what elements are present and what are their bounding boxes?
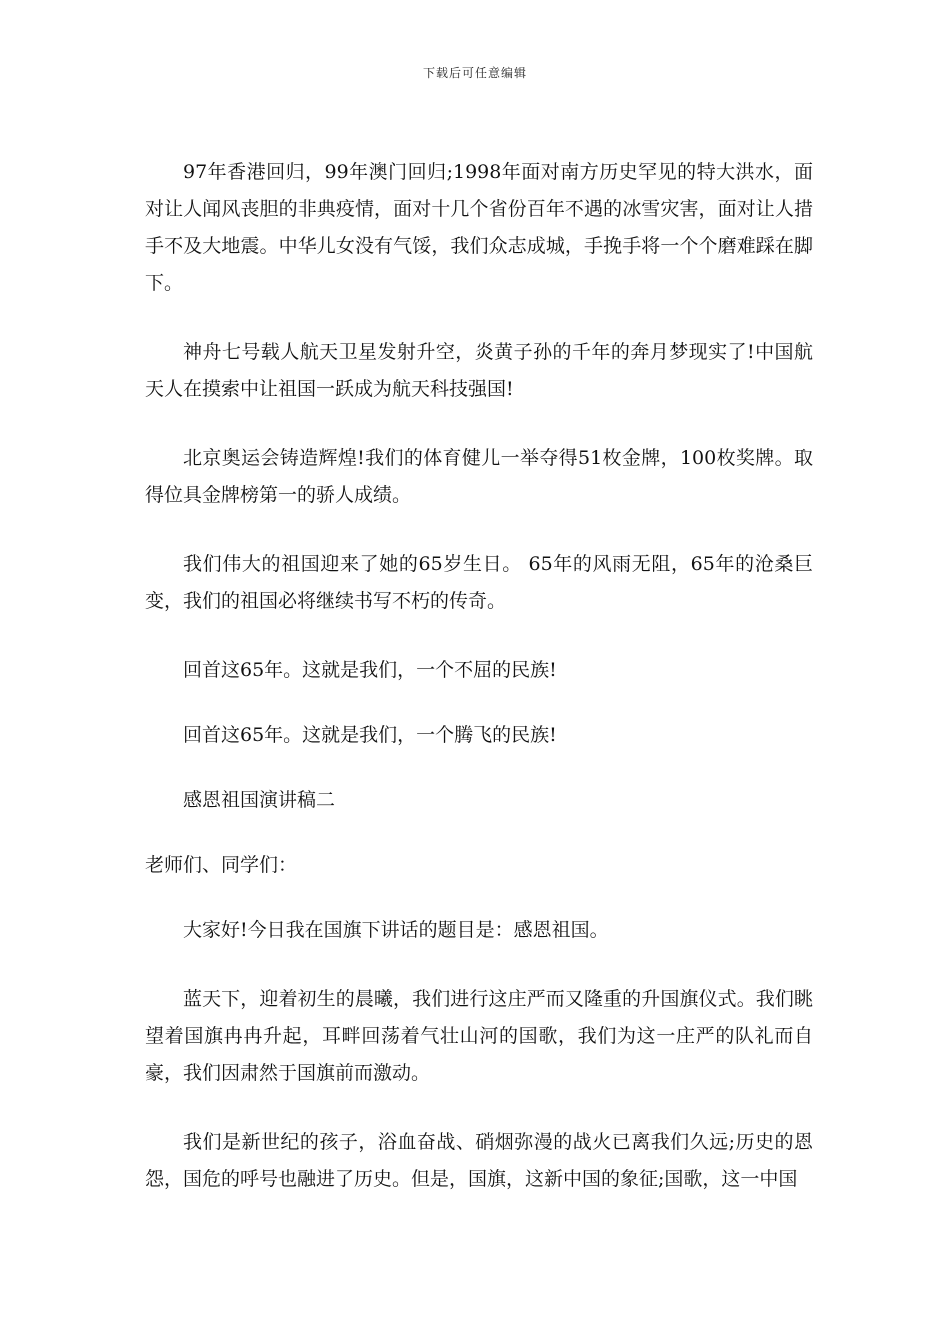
paragraph-olympics: 北京奥运会铸造辉煌!我们的体育健儿一举夺得51枚金牌，100枚奖牌。取得位具金牌榜第一的骄人成绩。 — [145, 447, 813, 506]
document-body — [145, 154, 813, 1230]
paragraph-birthday: 我们伟大的祖国迎来了她的65岁生日。 65年的风雨无阻，65年的沧桑巨变，我们的祖国必将继续书写不朽的传奇。 — [145, 553, 813, 612]
paragraph-flag-ceremony: 蓝天下，迎着初生的晨曦，我们进行这庄严而又隆重的升国旗仪式。我们眺望着国旗冉冉升起，耳畔回荡着气壮山河的国歌，我们为这一庄严的队礼而自豪，我们因肃然于国旗前而激动。 — [145, 988, 813, 1084]
section-title: 感恩祖国演讲稿二 — [183, 789, 336, 811]
page-header: 下载后可任意编辑 — [422, 66, 527, 80]
paragraph-new-century: 我们是新世纪的孩子，浴血奋战、硝烟弥漫的战火已离我们久远;历史的恩怨，国危的呼号也融进了历史。但是，国旗，这新中国的象征;国歌，这一中国 — [145, 1131, 813, 1190]
paragraph-shenzhou: 神舟七号载人航天卫星发射升空，炎黄子孙的千年的奔月梦现实了!中国航天人在摸索中让祖国一跃成为航天科技强国! — [145, 341, 813, 400]
paragraph-soaring: 回首这65年。这就是我们，一个腾飞的民族! — [183, 724, 557, 746]
salutation: 老师们、同学们： — [145, 854, 298, 876]
paragraph-unyielding: 回首这65年。这就是我们，一个不屈的民族! — [183, 659, 557, 681]
paragraph-disasters: 97年香港回归，99年澳门回归;1998年面对南方历史罕见的特大洪水，面对让人闻风丧胆的非典疫情，面对十几个省份百年不遇的冰雪灾害，面对让人措手不及大地震。中华儿女没有气馁，我们众志成城，手挽手将一个个磨难踩在脚下。 — [145, 161, 813, 294]
paragraph-greeting: 大家好!今日我在国旗下讲话的题目是：感恩祖国。 — [183, 919, 609, 941]
